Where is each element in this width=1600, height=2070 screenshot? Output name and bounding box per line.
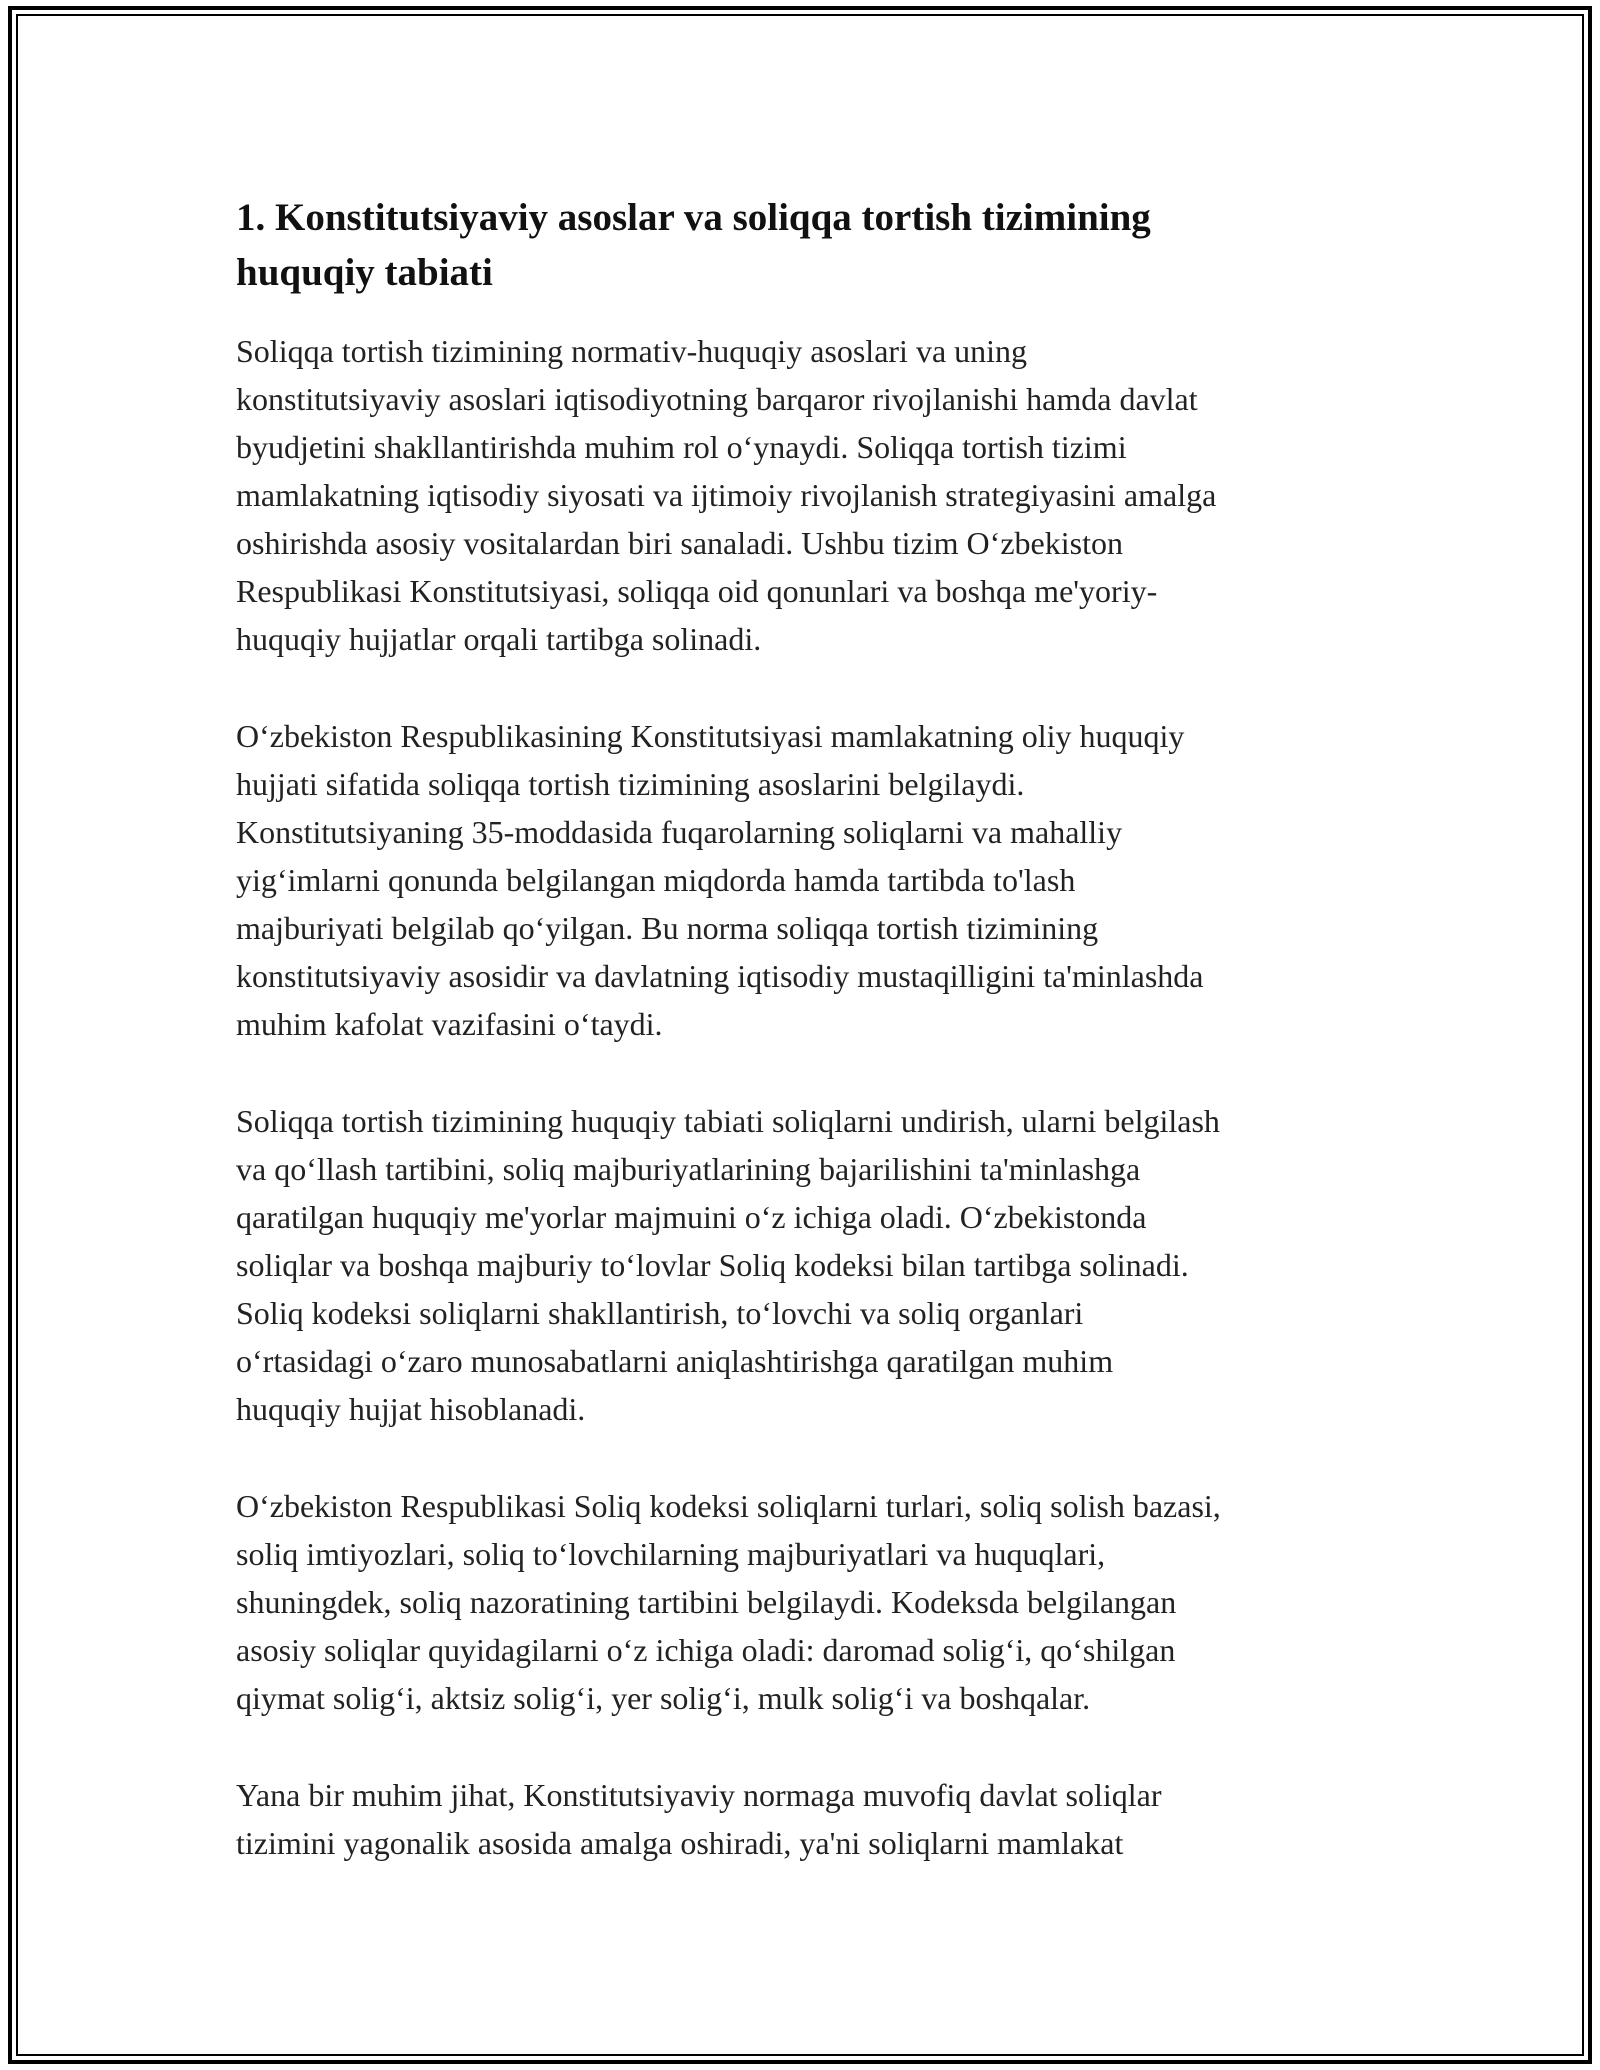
paragraph-2 [236, 712, 1376, 1048]
document-body [236, 190, 1376, 1916]
text-line: konstitutsiyaviy asoslari iqtisodiyotning barqaror rivojlanishi hamda davlat [236, 381, 1198, 417]
text-line: Soliqqa tortish tizimining huquqiy tabiati soliqlarni undirish, ularni belgilash [236, 1103, 1220, 1139]
text-line: soliqlar va boshqa majburiy to‘lovlar Soliq kodeksi bilan tartibga solinadi. [236, 1247, 1189, 1283]
paragraph-5 [236, 1771, 1376, 1867]
text-line: qiymat solig‘i, aktsiz solig‘i, yer solig‘i, mulk solig‘i va boshqalar. [236, 1680, 1091, 1716]
text-line: konstitutsiyaviy asosidir va davlatning iqtisodiy mustaqilligini ta'minlashda [236, 958, 1204, 994]
text-line: soliq imtiyozlari, soliq to‘lovchilarning majburiyatlari va huquqlari, [236, 1536, 1106, 1572]
text-line: mamlakatning iqtisodiy siyosati va ijtimoiy rivojlanish strategiyasini amalga [236, 477, 1217, 513]
text-line: byudjetini shakllantirishda muhim rol o‘ynaydi. Soliqqa tortish tizimi [236, 429, 1127, 465]
text-line: oshirishda asosiy vositalardan biri sanaladi. Ushbu tizim O‘zbekiston [236, 525, 1123, 561]
text-line: Konstitutsiyaning 35-moddasida fuqarolarning soliqlarni va mahalliy [236, 814, 1123, 850]
text-line: asosiy soliqlar quyidagilarni o‘z ichiga oladi: daromad solig‘i, qo‘shilgan [236, 1632, 1176, 1668]
text-line: majburiyati belgilab qo‘yilgan. Bu norma soliqqa tortish tizimining [236, 910, 1099, 946]
text-line: tizimini yagonalik asosida amalga oshiradi, ya'ni soliqlarni mamlakat [236, 1825, 1124, 1861]
heading-line: huquqiy tabiati [236, 251, 493, 294]
heading-line: 1. Konstitutsiyaviy asoslar va soliqqa tortish tizimining [236, 196, 1151, 239]
text-line: muhim kafolat vazifasini o‘taydi. [236, 1006, 663, 1042]
text-line: hujjati sifatida soliqqa tortish tizimining asoslarini belgilaydi. [236, 766, 1025, 802]
text-line: O‘zbekiston Respublikasining Konstitutsiyasi mamlakatning oliy huquqiy [236, 718, 1185, 754]
text-line: Respublikasi Konstitutsiyasi, soliqqa oid qonunlari va boshqa me'yoriy- [236, 573, 1158, 609]
paragraph-1 [236, 327, 1376, 663]
text-line: O‘zbekiston Respublikasi Soliq kodeksi soliqlarni turlari, soliq solish bazasi, [236, 1488, 1221, 1524]
text-line: shuningdek, soliq nazoratining tartibini belgilaydi. Kodeksda belgilangan [236, 1584, 1177, 1620]
text-line: huquqiy hujjat hisoblanadi. [236, 1391, 586, 1427]
text-line: Soliqqa tortish tizimining normativ-huquqiy asoslari va uning [236, 333, 1028, 369]
paragraph-4 [236, 1482, 1376, 1722]
text-line: Soliq kodeksi soliqlarni shakllantirish, to‘lovchi va soliq organlari [236, 1295, 1084, 1331]
text-line: va qo‘llash tartibini, soliq majburiyatlarining bajarilishini ta'minlashga [236, 1151, 1141, 1187]
text-line: o‘rtasidagi o‘zaro munosabatlarni aniqlashtirishga qaratilgan muhim [236, 1343, 1114, 1379]
section-heading [236, 190, 1376, 300]
text-line: qaratilgan huquqiy me'yorlar majmuini o‘z ichiga oladi. O‘zbekistonda [236, 1199, 1147, 1235]
text-line: huquqiy hujjatlar orqali tartibga solinadi. [236, 621, 762, 657]
paragraph-3 [236, 1097, 1376, 1433]
text-line: yig‘imlarni qonunda belgilangan miqdorda hamda tartibda to'lash [236, 862, 1076, 898]
text-line: Yana bir muhim jihat, Konstitutsiyaviy normaga muvofiq davlat soliqlar [236, 1777, 1162, 1813]
